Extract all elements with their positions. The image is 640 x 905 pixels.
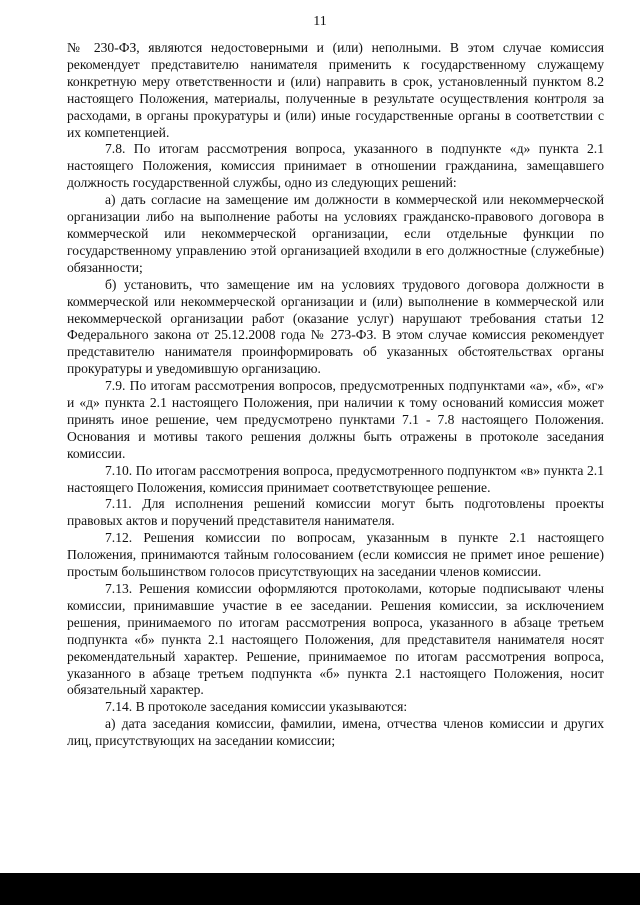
paragraph-7-11: 7.11. Для исполнения решений комиссии могут быть подготовлены проекты правовых актов и поручений представителя нанимателя. — [67, 496, 604, 529]
document-body — [67, 40, 604, 750]
page-number: 11 — [313, 14, 327, 29]
paragraph-7-14: 7.14. В протоколе заседания комиссии указываются: — [105, 699, 408, 715]
paragraph-7-12: 7.12. Решения комиссии по вопросам, указанным в пункте 2.1 настоящего Положения, принимаются тайным голосованием (если комиссия не примет иное решение) простым большинством голосов присутствующих на заседании членов комиссии. — [67, 530, 604, 580]
paragraph-7-13: 7.13. Решения комиссии оформляются протоколами, которые подписывают члены комиссии, принимавшие участие в ее заседании. Решения комиссии, за исключением решения, принимаемого по итогам рассмотрения вопроса, указанного в абзаце третьем подпункта «б» пункта 2.1 настоящего Положения, для представителя нанимателя носят рекомендательный характер. Решение, принимаемое по итогам рассмотрения вопроса, указанного в абзаце третьем подпункта «б» пункта 2.1 настоящего Положения, носит обязательный характер. — [67, 581, 604, 698]
paragraph-7-8: 7.8. По итогам рассмотрения вопроса, указанного в подпункте «д» пункта 2.1 настоящего Положения, комиссия принимает в отношении гражданина, замещавшего должность государственной службы, одно из следующих решений: — [67, 141, 604, 191]
paragraph-7-10: 7.10. По итогам рассмотрения вопроса, предусмотренного подпунктом «в» пункта 2.1 настоящего Положения, комиссия принимает соответствующее решение. — [67, 462, 604, 495]
paragraph-7-8-b: б) установить, что замещение им на условиях трудового договора должности в коммерческой или некоммерческой организации и (или) выполнение в коммерческой или некоммерческой организации работ (оказание услуг) нарушают требования статьи 12 Федерального закона от 25.12.2008 года № 273-ФЗ. В этом случае комиссия рекомендует представителю нанимателя проинформировать об указанных обстоятельствах органы прокуратуры и уведомившую организацию. — [67, 276, 604, 377]
paragraph-7-14-a: а) дата заседания комиссии, фамилии, имена, отчества членов комиссии и других лиц, присутствующих на заседании комиссии; — [67, 716, 604, 749]
paragraph-7-8-a: а) дать согласие на замещение им должности в коммерческой или некоммерческой организации либо на выполнение работы на условиях гражданско-правового договора в коммерческой или некоммерческой организации, если отдельные функции по государственному управлению этой организацией входили в его должностные (служебные) обязанности; — [67, 192, 604, 275]
paragraph-continuation: № 230-ФЗ, являются недостоверными и (или) неполными. В этом случае комиссия рекомендует представителю нанимателя применить к государственному служащему конкретную меру ответственности и (или) направить в срок, установленный пунктом 8.2 настоящего Положения, материалы, полученные в результате осуществления контроля за расходами, в органы прокуратуры и (или) иные государственные органы в соответствии с их компетенцией. — [67, 40, 604, 140]
scan-bottom-edge — [0, 873, 640, 905]
paragraph-7-9: 7.9. По итогам рассмотрения вопросов, предусмотренных подпунктами «а», «б», «г» и «д» пункта 2.1 настоящего Положения, при наличии к тому оснований комиссия может принять иное решение, чем предусмотрено пунктами 7.1 - 7.8 настоящего Положения. Основания и мотивы такого решения должны быть отражены в протоколе заседания комиссии. — [67, 378, 604, 461]
